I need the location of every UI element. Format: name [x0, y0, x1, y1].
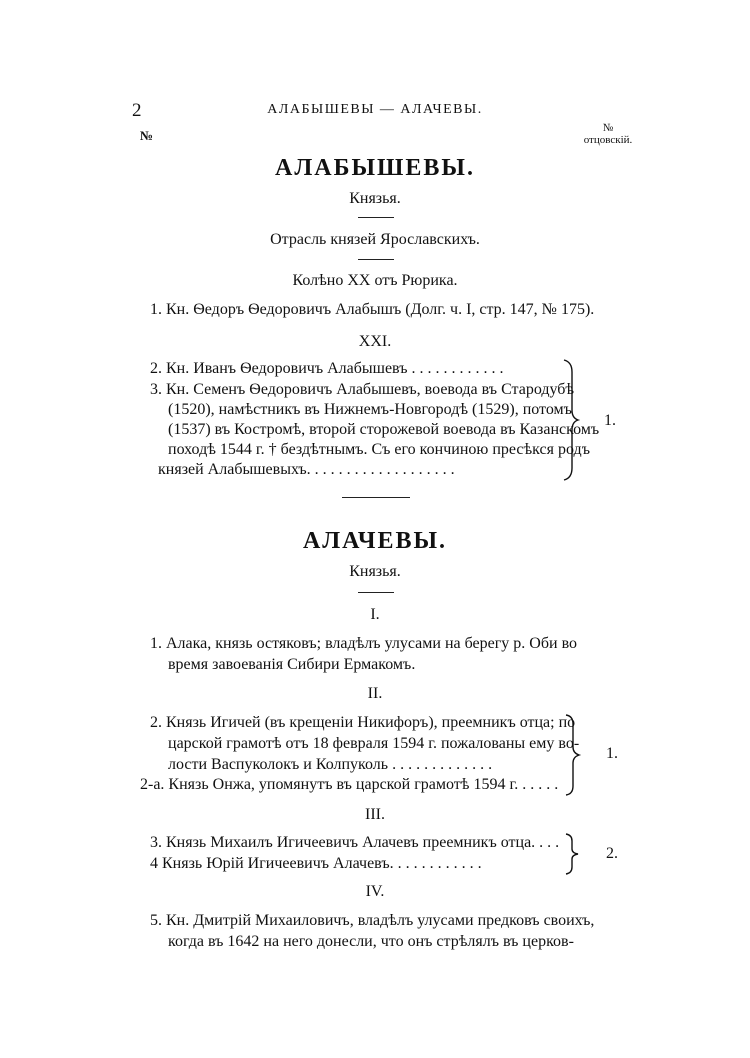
entry-5-line-2: когда въ 1642 на него донесли, что онъ стрѣлялъ въ церков- — [168, 933, 574, 950]
entry-2: 2. Кн. Иванъ Ѳедоровичъ Алабышевъ . . . . . . . . . . . . — [150, 360, 504, 377]
section-subtitle: Князья. — [349, 190, 401, 207]
entry-3-line-4: походѣ 1544 г. † бездѣтнымъ. Съ его кончиною пресѣкся родъ — [168, 441, 590, 458]
divider — [358, 592, 394, 593]
father-number-label: отцовскій. — [583, 134, 633, 146]
section-divider — [342, 497, 410, 498]
father-reference: 1. — [604, 412, 616, 429]
entry-3: 3. Князь Михаилъ Игичеевичъ Алачевъ преемникъ отца. . . . — [150, 834, 560, 851]
divider — [358, 217, 394, 218]
page-number: 2 — [132, 100, 142, 121]
section-subtitle: Князья. — [349, 563, 401, 580]
section-title-alachevy: АЛАЧЕВЫ. — [302, 528, 448, 554]
entry-3-line-5: князей Алабышевыхъ. . . . . . . . . . . . . . . . . . . — [158, 461, 455, 478]
entry-2-line-1: 2. Князь Игичей (въ крещеніи Никифоръ), преемникъ отца; по — [150, 714, 576, 731]
generation-heading: XXI. — [358, 333, 392, 350]
running-title: АЛАБЫШЕВЫ — АЛАЧЕВЫ. — [267, 102, 483, 117]
father-number-column-header — [578, 122, 638, 146]
branch-heading: Отрасль князей Ярославскихъ. — [270, 231, 480, 248]
generation-heading: I. — [370, 606, 380, 623]
entry-1-line-2: время завоеванія Сибири Ермакомъ. — [168, 656, 416, 673]
brace-icon — [562, 832, 584, 876]
generation-heading: Колѣно XX отъ Рюрика. — [292, 272, 458, 289]
father-reference: 2. — [606, 845, 618, 862]
father-reference: 1. — [606, 745, 618, 762]
entry-1: 1. Кн. Ѳедоръ Ѳедоровичъ Алабышъ (Долг. ч. I, стр. 147, № 175). — [150, 301, 595, 318]
entry-1: 1. Алака, князь остяковъ; владѣлъ улусами на берегу р. Оби во — [150, 635, 578, 652]
entry-3-line-1: 3. Кн. Семенъ Ѳедоровичъ Алабышевъ, воевода въ Стародубѣ — [150, 381, 575, 398]
generation-heading: IV. — [365, 883, 385, 900]
brace-icon — [562, 713, 584, 797]
entry-2a: 2-а. Князь Онжа, упомянутъ въ царской грамотѣ 1594 г. . . . . . — [140, 776, 559, 793]
entry-5-line-1: 5. Кн. Дмитрій Михаиловичъ, владѣлъ улусами предковъ своихъ, — [150, 912, 595, 929]
divider — [358, 259, 394, 260]
entry-2-line-2: царской грамотѣ отъ 18 февраля 1594 г. пожалованы ему во- — [168, 735, 580, 752]
brace-icon — [560, 358, 582, 482]
generation-heading: III. — [365, 806, 385, 823]
father-number-symbol: № — [602, 122, 614, 134]
entry-3-line-3: (1537) въ Костромѣ, второй сторожевой воевода въ Казанскомъ — [168, 421, 600, 438]
entry-2-line-3: лости Васпуколокъ и Колпуколь . . . . . . . . . . . . . — [168, 756, 493, 773]
number-column-header: № — [140, 128, 154, 143]
section-title-alabyshevy: АЛАБЫШЕВЫ. — [275, 155, 475, 181]
entry-4: 4 Князь Юрій Игичеевичъ Алачевъ. . . . . . . . . . . . — [150, 855, 482, 872]
generation-heading: II. — [367, 685, 383, 702]
entry-3-line-2: (1520), намѣстникъ въ Нижнемъ-Новгородѣ (1529), потомъ — [168, 401, 572, 418]
